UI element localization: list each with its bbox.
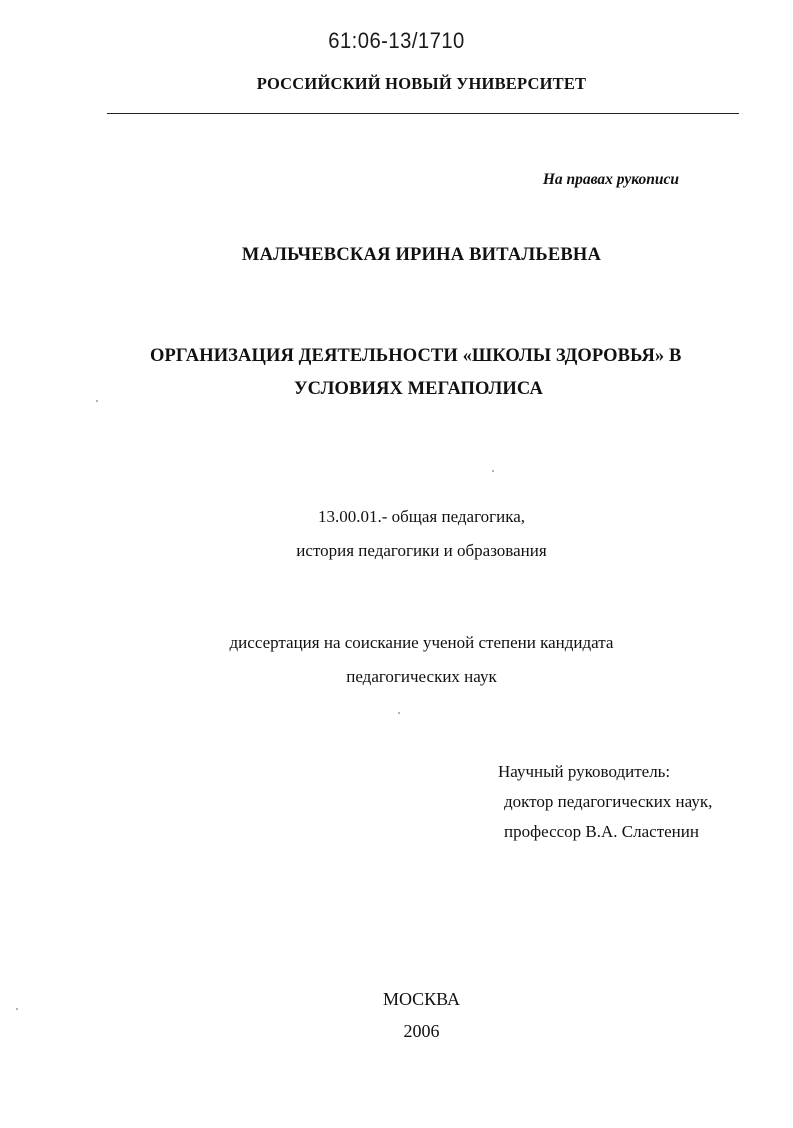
degree-block	[0, 626, 793, 694]
header-divider	[107, 113, 739, 114]
city-year-block	[0, 983, 793, 1047]
scan-speck	[16, 1008, 18, 1010]
university-name: РОССИЙСКИЙ НОВЫЙ УНИВЕРСИТЕТ	[256, 74, 587, 93]
advisor-label: Научный руководитель:	[498, 762, 671, 781]
dissertation-title	[150, 340, 750, 406]
author-name: МАЛЬЧЕВСКАЯ ИРИНА ВИТАЛЬЕВНА	[241, 245, 602, 265]
archive-stamp-code: 61:06-13/1710	[328, 28, 465, 53]
manuscript-rights-note: На правах рукописи	[542, 171, 679, 188]
specialty-block	[0, 500, 793, 568]
scan-speck	[398, 712, 400, 714]
city: МОСКВА	[382, 989, 461, 1009]
scan-speck	[96, 400, 98, 402]
advisor-rank: доктор педагогических наук,	[504, 792, 713, 811]
title-line-2: УСЛОВИЯХ МЕГАПОЛИСА	[294, 379, 543, 399]
degree-line-2: педагогических наук	[346, 667, 497, 686]
year: 2006	[403, 1021, 440, 1041]
specialty-line-2: история педагогики и образования	[296, 541, 547, 560]
specialty-line-1: 13.00.01.- общая педагогика,	[317, 507, 526, 526]
scan-speck	[492, 470, 494, 472]
advisor-block	[498, 757, 712, 847]
advisor-name: профессор В.А. Сластенин	[504, 822, 699, 841]
degree-line-1: диссертация на соискание ученой степени кандидата	[229, 633, 614, 652]
title-line-1: ОРГАНИЗАЦИЯ ДЕЯТЕЛЬНОСТИ «ШКОЛЫ ЗДОРОВЬЯ» В	[150, 346, 682, 366]
